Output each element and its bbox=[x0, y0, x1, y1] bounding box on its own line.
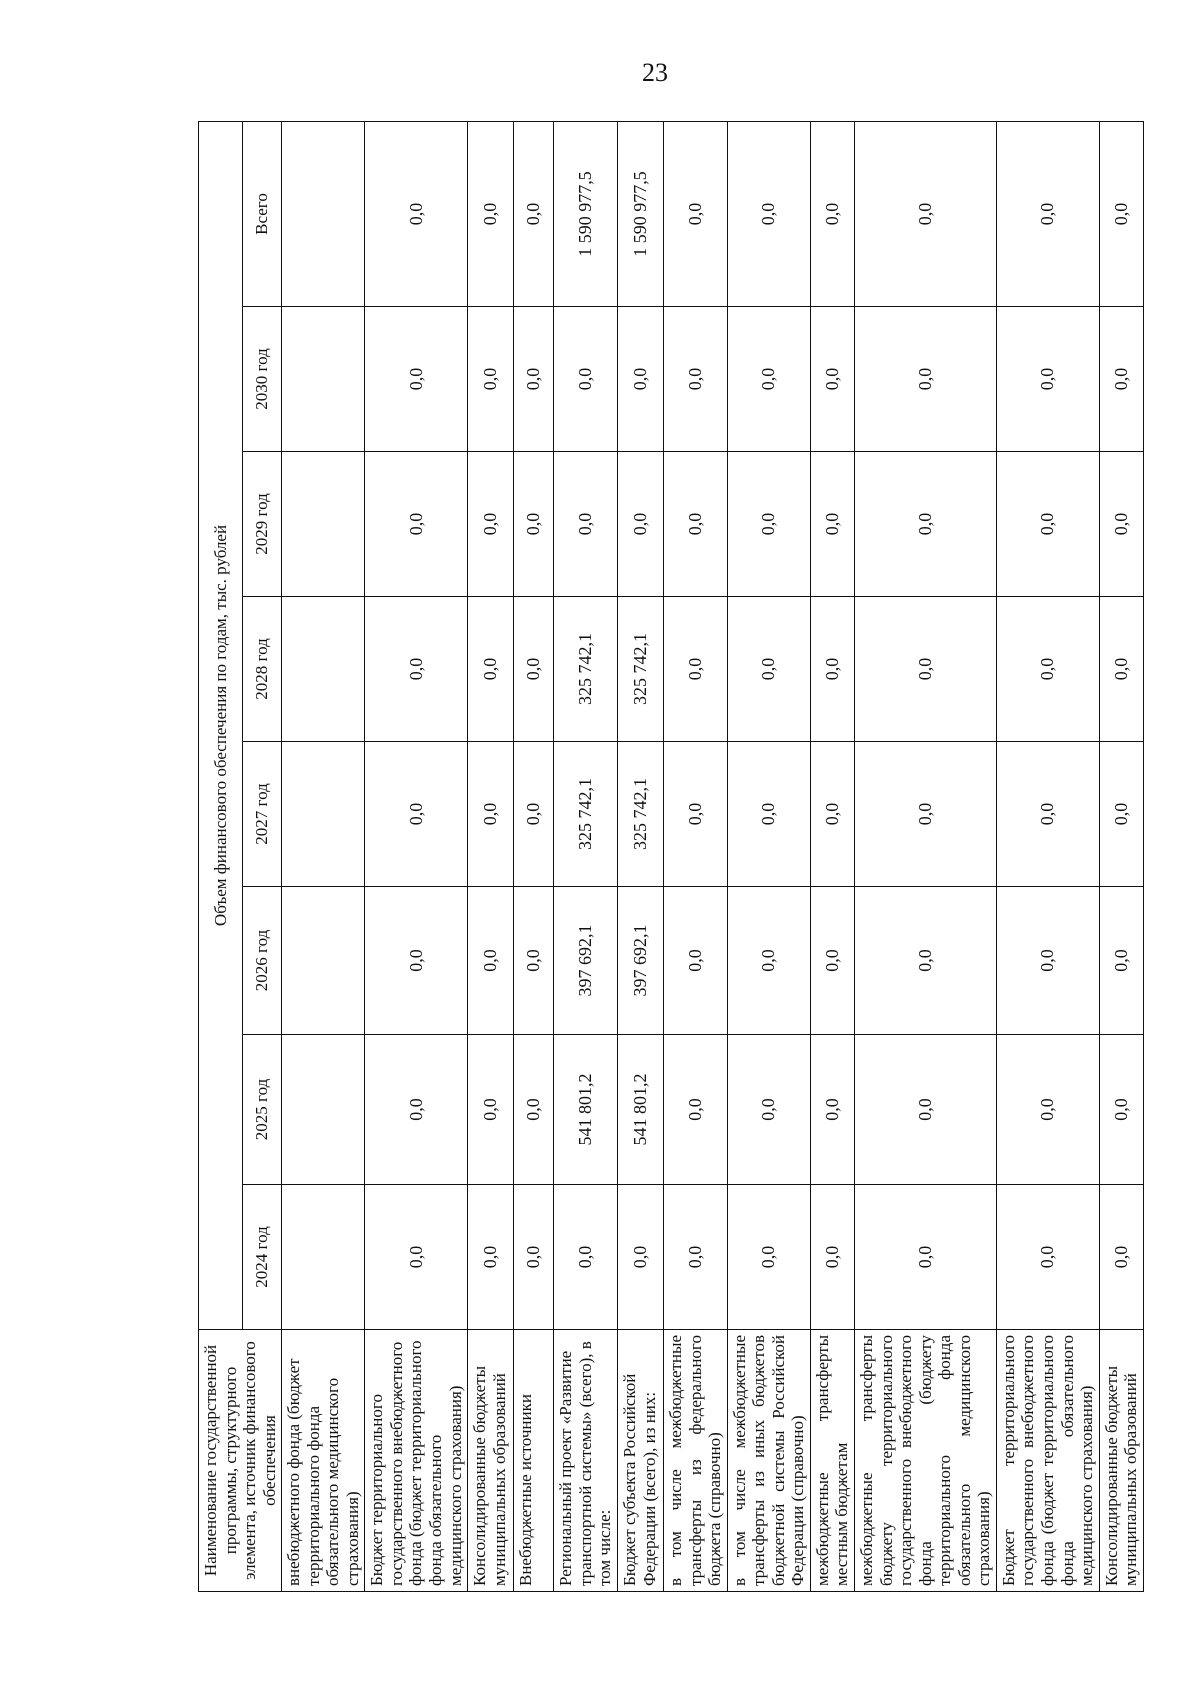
row-year-value: 0,0 bbox=[855, 452, 997, 597]
row-year-value: 0,0 bbox=[855, 597, 997, 742]
row-total-value: 1 590 977,5 bbox=[618, 121, 664, 306]
table-row bbox=[282, 121, 365, 1591]
row-source-name: Бюджет территориального государственного внебюджетного фонда (бюджет территориального фонда обязательного медицинского страхования) bbox=[365, 1330, 468, 1592]
row-year-value: 0,0 bbox=[664, 1035, 728, 1185]
row-year-value: 0,0 bbox=[855, 887, 997, 1035]
financing-table bbox=[198, 121, 1144, 1592]
row-total-value: 0,0 bbox=[468, 121, 514, 306]
row-year-value: 0,0 bbox=[468, 742, 514, 887]
row-total-value: 0,0 bbox=[727, 121, 810, 306]
header-name-column: Наименование государственной программы, структурного элемента, источник финансового обеспечения bbox=[199, 1330, 282, 1592]
row-total-value: 0,0 bbox=[855, 121, 997, 306]
row-year-value: 325 742,1 bbox=[618, 597, 664, 742]
header-year: 2030 год bbox=[242, 307, 281, 452]
row-year-value: 0,0 bbox=[365, 742, 468, 887]
row-year-value: 0,0 bbox=[810, 452, 854, 597]
row-year-value: 0,0 bbox=[855, 742, 997, 887]
row-year-value: 397 692,1 bbox=[618, 887, 664, 1035]
row-year-value: 0,0 bbox=[618, 452, 664, 597]
row-year-value: 325 742,1 bbox=[554, 597, 618, 742]
row-year-value: 0,0 bbox=[514, 452, 554, 597]
row-total-value: 0,0 bbox=[664, 121, 728, 306]
row-source-name: Консолидированные бюджеты муниципальных образований bbox=[1099, 1330, 1143, 1592]
table-row bbox=[855, 121, 997, 1591]
row-year-value: 0,0 bbox=[468, 887, 514, 1035]
row-year-value: 0,0 bbox=[554, 307, 618, 452]
row-total-value: 0,0 bbox=[810, 121, 854, 306]
row-year-value: 0,0 bbox=[664, 307, 728, 452]
table-row bbox=[554, 121, 618, 1591]
row-year-value: 0,0 bbox=[996, 887, 1099, 1035]
row-year-value: 0,0 bbox=[664, 1185, 728, 1330]
row-year-value: 541 801,2 bbox=[554, 1035, 618, 1185]
row-year-value: 0,0 bbox=[727, 742, 810, 887]
header-year: 2025 год bbox=[242, 1035, 281, 1185]
row-year-value: 0,0 bbox=[664, 452, 728, 597]
row-year-value: 397 692,1 bbox=[554, 887, 618, 1035]
row-year-value: 0,0 bbox=[1099, 597, 1143, 742]
table-row bbox=[514, 121, 554, 1591]
row-year-value: 0,0 bbox=[996, 1185, 1099, 1330]
header-year: 2028 год bbox=[242, 597, 281, 742]
row-year-value: 0,0 bbox=[1099, 452, 1143, 597]
table-body bbox=[282, 121, 1144, 1591]
row-year-value: 0,0 bbox=[365, 887, 468, 1035]
row-year-value: 0,0 bbox=[618, 307, 664, 452]
row-year-value: 0,0 bbox=[365, 597, 468, 742]
header-year: 2029 год bbox=[242, 452, 281, 597]
row-source-name: Консолидированные бюджеты муниципальных образований bbox=[468, 1330, 514, 1592]
row-total-value bbox=[282, 121, 365, 306]
row-year-value: 0,0 bbox=[468, 1185, 514, 1330]
page-number: 23 bbox=[642, 58, 668, 87]
row-total-value: 0,0 bbox=[365, 121, 468, 306]
row-year-value: 0,0 bbox=[727, 1185, 810, 1330]
row-year-value bbox=[282, 452, 365, 597]
row-total-value: 1 590 977,5 bbox=[554, 121, 618, 306]
row-year-value bbox=[282, 1035, 365, 1185]
row-year-value: 0,0 bbox=[468, 597, 514, 742]
row-source-name: межбюджетные трансферты местным бюджетам bbox=[810, 1330, 854, 1592]
row-year-value bbox=[282, 742, 365, 887]
rotated-table-container bbox=[198, 122, 1141, 1592]
row-year-value: 0,0 bbox=[514, 1035, 554, 1185]
row-total-value: 0,0 bbox=[514, 121, 554, 306]
table-row bbox=[996, 121, 1099, 1591]
header-year: 2026 год bbox=[242, 887, 281, 1035]
row-year-value: 0,0 bbox=[996, 597, 1099, 742]
row-year-value: 0,0 bbox=[1099, 1185, 1143, 1330]
row-year-value: 0,0 bbox=[664, 742, 728, 887]
header-total: Всего bbox=[242, 121, 281, 306]
row-year-value bbox=[282, 597, 365, 742]
row-year-value: 0,0 bbox=[365, 307, 468, 452]
table-row bbox=[1099, 121, 1143, 1591]
row-year-value: 0,0 bbox=[855, 1185, 997, 1330]
header-year: 2024 год bbox=[242, 1185, 281, 1330]
row-year-value: 0,0 bbox=[727, 887, 810, 1035]
row-year-value: 541 801,2 bbox=[618, 1035, 664, 1185]
header-year: 2027 год bbox=[242, 742, 281, 887]
row-year-value: 0,0 bbox=[810, 1185, 854, 1330]
row-year-value: 0,0 bbox=[468, 1035, 514, 1185]
row-year-value: 0,0 bbox=[554, 1185, 618, 1330]
row-year-value: 0,0 bbox=[1099, 1035, 1143, 1185]
row-year-value: 0,0 bbox=[855, 1035, 997, 1185]
table-row bbox=[810, 121, 854, 1591]
row-year-value: 325 742,1 bbox=[618, 742, 664, 887]
row-year-value: 0,0 bbox=[365, 1035, 468, 1185]
row-year-value: 0,0 bbox=[468, 452, 514, 597]
row-year-value: 0,0 bbox=[554, 452, 618, 597]
row-year-value: 0,0 bbox=[855, 307, 997, 452]
row-year-value: 0,0 bbox=[468, 307, 514, 452]
row-year-value: 0,0 bbox=[996, 742, 1099, 887]
row-total-value: 0,0 bbox=[1099, 121, 1143, 306]
row-year-value: 0,0 bbox=[514, 887, 554, 1035]
row-year-value: 0,0 bbox=[514, 742, 554, 887]
row-source-name: Внебюджетные источники bbox=[514, 1330, 554, 1592]
row-source-name: внебюджетного фонда (бюджет территориального фонда обязательного медицинского страхования) bbox=[282, 1330, 365, 1592]
row-year-value: 0,0 bbox=[810, 1035, 854, 1185]
row-year-value: 0,0 bbox=[727, 307, 810, 452]
row-source-name: Региональный проект «Развитие транспортной системы» (всего), в том числе: bbox=[554, 1330, 618, 1592]
row-year-value bbox=[282, 887, 365, 1035]
row-year-value: 0,0 bbox=[514, 597, 554, 742]
row-total-value: 0,0 bbox=[996, 121, 1099, 306]
row-year-value: 0,0 bbox=[810, 887, 854, 1035]
row-year-value: 0,0 bbox=[664, 597, 728, 742]
row-year-value: 0,0 bbox=[727, 1035, 810, 1185]
row-year-value: 0,0 bbox=[365, 452, 468, 597]
row-source-name: Бюджет территориального государственного внебюджетного фонда (бюджет территориального фонда обязательного медицинского страхования) bbox=[996, 1330, 1099, 1592]
row-year-value bbox=[282, 307, 365, 452]
row-year-value: 0,0 bbox=[810, 742, 854, 887]
row-year-value: 0,0 bbox=[996, 307, 1099, 452]
row-year-value bbox=[282, 1185, 365, 1330]
row-year-value: 0,0 bbox=[1099, 887, 1143, 1035]
row-year-value: 325 742,1 bbox=[554, 742, 618, 887]
row-year-value: 0,0 bbox=[727, 452, 810, 597]
table-row bbox=[365, 121, 468, 1591]
row-source-name: Бюджет субъекта Российской Федерации (всего), из них: bbox=[618, 1330, 664, 1592]
table-row bbox=[618, 121, 664, 1591]
row-year-value: 0,0 bbox=[514, 307, 554, 452]
table-row bbox=[727, 121, 810, 1591]
row-year-value: 0,0 bbox=[514, 1185, 554, 1330]
header-volume-title: Объем финансового обеспечения по годам, тыс. рублей bbox=[199, 121, 243, 1329]
row-source-name: межбюджетные трансферты бюджету территориального государственного внебюджетного фонда (бюджету территориального фонда обязательного медицинского страхования) bbox=[855, 1330, 997, 1592]
row-year-value: 0,0 bbox=[1099, 307, 1143, 452]
row-year-value: 0,0 bbox=[618, 1185, 664, 1330]
table-row bbox=[664, 121, 728, 1591]
row-year-value: 0,0 bbox=[1099, 742, 1143, 887]
row-year-value: 0,0 bbox=[664, 887, 728, 1035]
row-source-name: в том числе межбюджетные трансферты из иных бюджетов бюджетной системы Российской Федерации (справочно) bbox=[727, 1330, 810, 1592]
row-year-value: 0,0 bbox=[810, 597, 854, 742]
row-year-value: 0,0 bbox=[996, 1035, 1099, 1185]
row-source-name: в том числе межбюджетные трансферты из федерального бюджета (справочно) bbox=[664, 1330, 728, 1592]
row-year-value: 0,0 bbox=[365, 1185, 468, 1330]
row-year-value: 0,0 bbox=[727, 597, 810, 742]
row-year-value: 0,0 bbox=[996, 452, 1099, 597]
row-year-value: 0,0 bbox=[810, 307, 854, 452]
table-row bbox=[468, 121, 514, 1591]
